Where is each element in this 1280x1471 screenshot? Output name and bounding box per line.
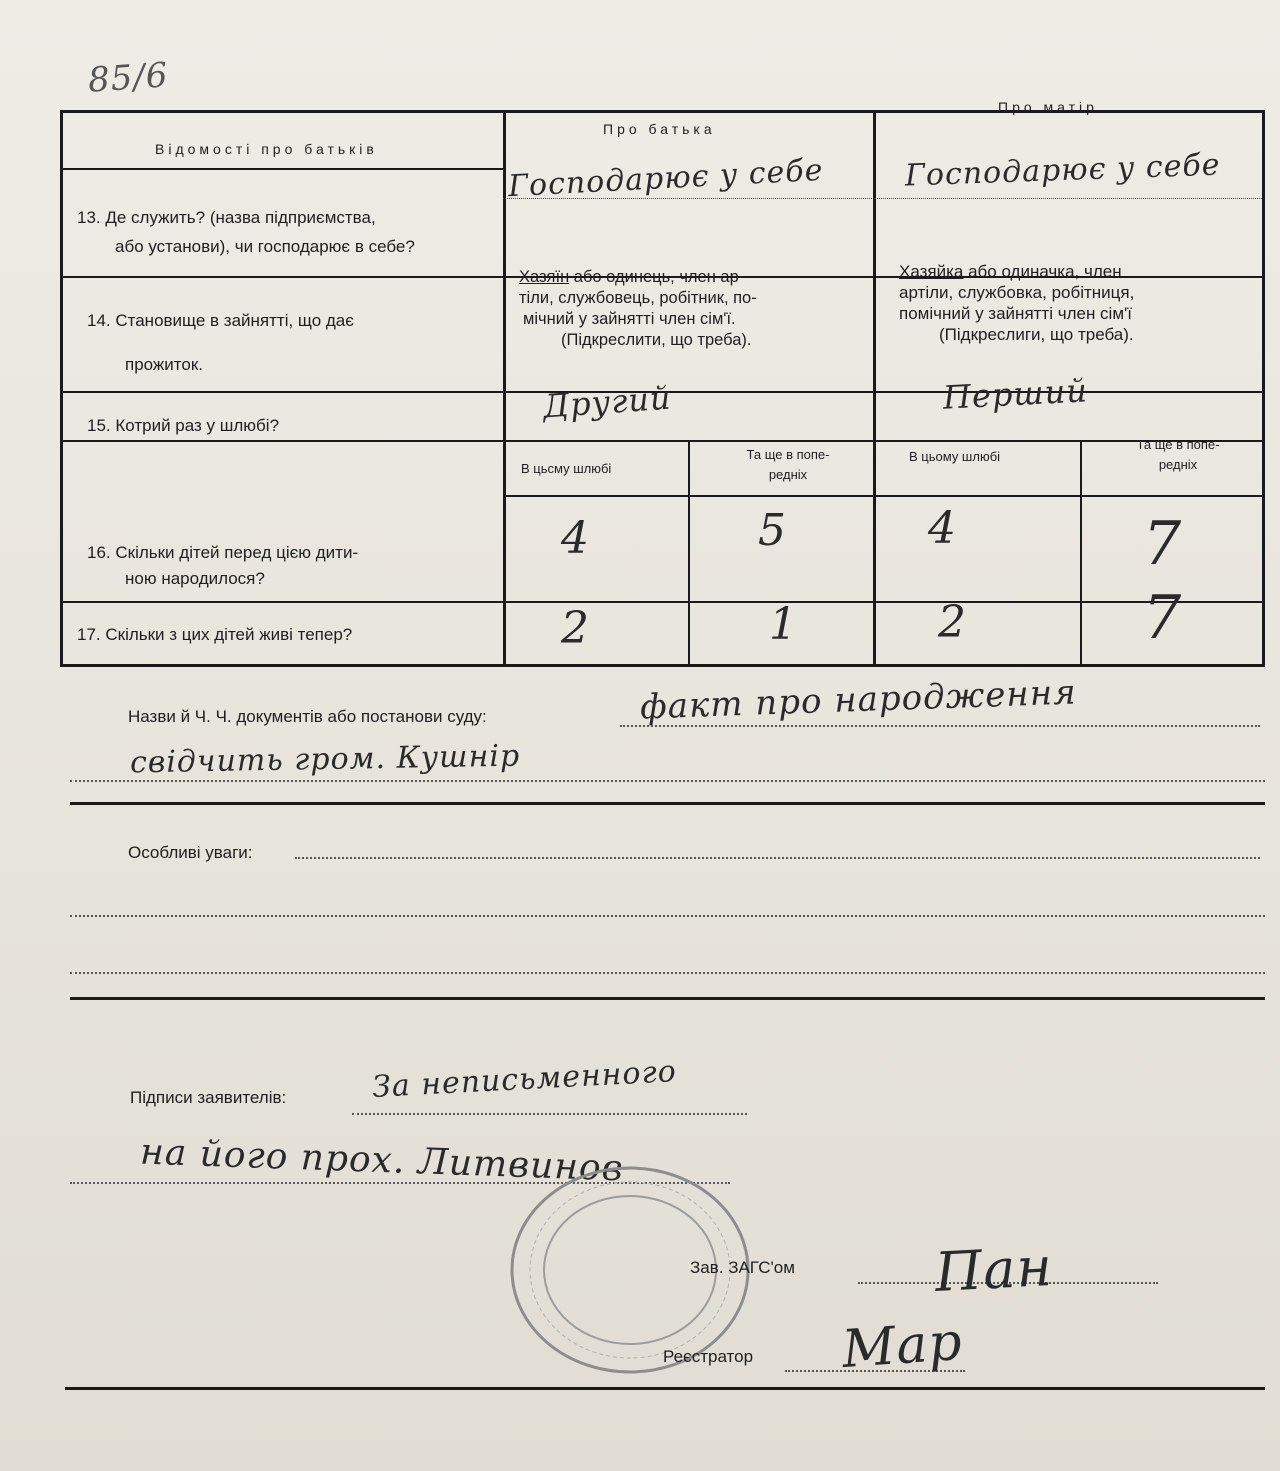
q13-father-value: Господарює у себе [507,152,825,205]
q17-mother-this-value: 2 [938,597,967,648]
q14-mother-options: Хазяйка або одиначка, член артіли, службовка, робітниця, помічний у зайнятті член сім'ї (Підкреслиги, що треба). [899,262,1135,344]
documents-value-line2: свідчить гром. Кушнір [129,738,521,781]
q15-mother-value: Перший [942,371,1089,417]
header-about-father: Про батька [603,121,716,137]
q16-mother-this-value: 4 [928,503,957,554]
registrar-label: Реєстратор [663,1347,754,1366]
signatures-value-line1: За неписьменного [371,1054,678,1105]
q17-father-previous-value: 1 [769,599,798,650]
parents-info-table [60,99,1265,667]
notes-label: Особливі уваги: [128,843,253,862]
q13-label-line1: 13. Де служить? (назва підприємства, [77,208,376,227]
q16-mother-previous-value: 7 [1143,509,1183,579]
header-about-mother: Про матір [998,99,1098,115]
q13-label-line2: або установи), чи господарює в себе? [115,237,415,256]
q13-mother-value: Господарює у себе [904,147,1222,194]
q17-label: 17. Скільки з цих дітей живі тепер? [77,625,353,644]
q16-label-line2: ною народилося? [125,569,265,588]
q15-label: 15. Котрий раз у шлюбі? [87,416,280,435]
q14-label-line2: прожиток. [125,355,204,374]
q17-mother-previous-value: 7 [1143,583,1183,653]
q17-father-this-value: 2 [561,603,590,654]
corner-mark: 85/6 [86,55,170,101]
q14-label-line1: 14. Становище в зайнятті, що дає [87,311,354,330]
q16-label-line1: 16. Скільки дітей перед цією дити- [87,543,359,562]
subheader-father-previous: Та ще в попе- редніх [746,447,830,482]
q16-father-previous-value: 5 [758,505,787,556]
signatures-label: Підписи заявителів: [130,1088,287,1107]
documents-label: Назви й Ч. Ч. документів або постанови суду: [128,707,487,726]
documents-value-line1: факт про народження [639,672,1078,728]
zags-head-signature: Пан [933,1234,1055,1305]
father-selected-option: Хазяїн [519,268,570,286]
subheader-father-this-marriage: В цьсму шлюбі [521,461,612,476]
zags-head-label: Зав. ЗАГС'ом [690,1258,795,1277]
mother-selected-option: Хазяйка [899,262,964,281]
q16-father-this-value: 4 [561,513,590,564]
registrar-signature: Мар [840,1311,965,1381]
subheader-mother-this-marriage: В цьому шлюбі [909,449,1001,464]
subheader-mother-previous: Та ще в попе- редніх [1136,437,1220,472]
q15-father-value: Другий [541,378,673,426]
q14-father-options: Хазяїн або одинець, член ар- тіли, службовець, робітник, по- мічний у зайнятті член сім'ї. (Підкреслити, що треба). [519,268,757,349]
header-parents-info: Відомості про батьків [155,141,378,157]
signatures-value-line2: на його прох. Литвинов [139,1131,625,1190]
